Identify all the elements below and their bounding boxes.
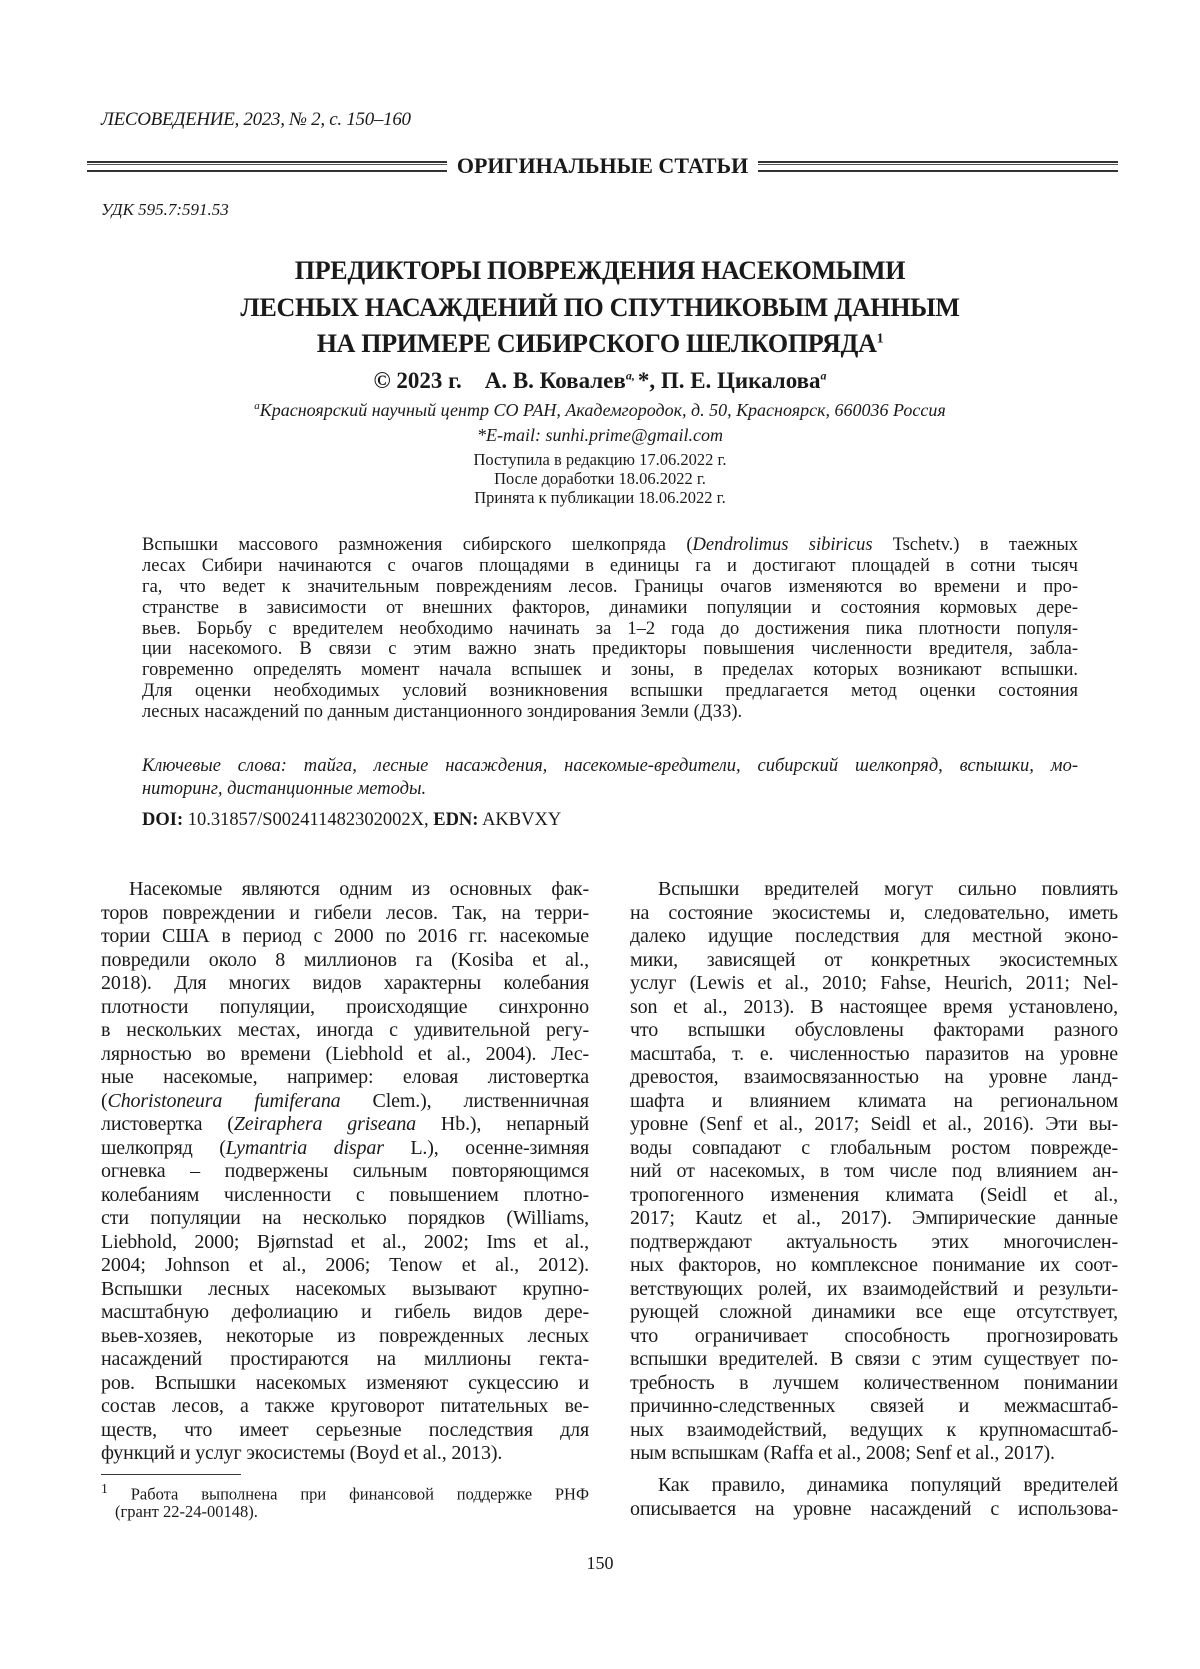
body-line: масштабную дефолиацию и гибель видов дере- bbox=[101, 1301, 589, 1325]
body-line: 2017; Kautz et al., 2017). Эмпирические данные bbox=[630, 1207, 1118, 1231]
footnote-mark: 1 bbox=[101, 1481, 108, 1496]
double-rule-right bbox=[758, 161, 1118, 172]
body-line: вьев-хозяев, некоторые из поврежденных лесных bbox=[101, 1325, 589, 1349]
body-line: ветствующих ролей, их взаимодействий и результи- bbox=[630, 1278, 1118, 1302]
journal-citation: ЛЕСОВЕДЕНИЕ, 2023, № 2, с. 150–160 bbox=[101, 108, 411, 132]
body-line: рующей сложной динамики все еще отсутствует, bbox=[630, 1301, 1118, 1325]
section-header bbox=[87, 150, 1118, 182]
body-line: ществ, что имеет серьезные последствия для bbox=[101, 1419, 589, 1443]
abstract-line: вьев. Борьбу с вредителем необходимо начинать за 1–2 года до достижения пика плотности популя- bbox=[142, 619, 1078, 640]
section-title: ОРИГИНАЛЬНЫЕ СТАТЬИ bbox=[457, 153, 748, 179]
footnote-line bbox=[101, 1477, 589, 1500]
keywords-line: ниторинг, дистанционные методы. bbox=[142, 778, 1078, 801]
species-name: Choristoneura fumiferana bbox=[108, 1090, 341, 1112]
body-right-column bbox=[630, 878, 1118, 1521]
body-line: на состояние экосистемы и, следовательно, иметь bbox=[630, 902, 1118, 926]
footnote-text: Работа выполнена при финансовой поддержке РНФ bbox=[131, 1485, 589, 1504]
text-segment: ( bbox=[101, 1090, 108, 1112]
abstract bbox=[142, 535, 1078, 723]
author-name: А. В. Ковалев bbox=[485, 368, 626, 393]
keywords-line: Ключевые слова: тайга, лесные насаждения, насекомые-вредители, сибирский шелкопряд, вспышки, мо- bbox=[142, 755, 1078, 778]
corresponding-mark: *, bbox=[638, 368, 655, 393]
article-dates bbox=[0, 450, 1200, 507]
footnote-rule bbox=[101, 1474, 241, 1475]
body-line: уровне (Senf et al., 2017; Seidl et al., 2016). Эти вы- bbox=[630, 1113, 1118, 1137]
species-name: Lymantria dispar bbox=[226, 1137, 384, 1159]
body-line: масштаба, т. е. численностью паразитов на уровне bbox=[630, 1043, 1118, 1067]
footnote-line: (грант 22-24-00148). bbox=[101, 1500, 589, 1523]
authors bbox=[0, 367, 1200, 395]
title-line: ПРЕДИКТОРЫ ПОВРЕЖДЕНИЯ НАСЕКОМЫМИ bbox=[0, 253, 1200, 290]
body-line: Насекомые являются одним из основных фак- bbox=[101, 878, 589, 902]
body-line: что вспышки обусловлены факторами разного bbox=[630, 1019, 1118, 1043]
body-line: ных факторов, но комплексное понимание их соот- bbox=[630, 1254, 1118, 1278]
double-rule-left bbox=[87, 161, 447, 172]
body-line: шафта и влиянием климата на региональном bbox=[630, 1090, 1118, 1114]
abstract-line: лесных насаждений по данным дистанционного зондирования Земли (ДЗЗ). bbox=[142, 702, 1078, 723]
body-line: плотности популяции, происходящие синхронно bbox=[101, 996, 589, 1020]
body-line bbox=[101, 1090, 589, 1114]
body-line: услуг (Lewis et al., 2010; Fahse, Heurich, 2011; Nel- bbox=[630, 972, 1118, 996]
text-segment: Tschetv.) в таежных bbox=[873, 535, 1078, 555]
body-line: ний от насекомых, в том числе под влиянием ан- bbox=[630, 1160, 1118, 1184]
body-line bbox=[101, 1113, 589, 1137]
affiliation-mark: a, bbox=[626, 368, 638, 382]
body-line: son et al., 2013). В настоящее время установлено, bbox=[630, 996, 1118, 1020]
text-segment: Clem.), лиственничная bbox=[341, 1090, 589, 1112]
author-email[interactable]: *E-mail: sunhi.prime@gmail.com bbox=[0, 424, 1200, 446]
abstract-line: лесах Сибири начинаются с очагов площадями в единицы га и достигают площадей в сотни тысяч bbox=[142, 556, 1078, 577]
abstract-line: говременно определять момент начала вспышек и зоны, в пределах которых возникают вспышки. bbox=[142, 660, 1078, 681]
text-segment: L.), осенне-зимняя bbox=[384, 1137, 589, 1159]
text-segment: листовертка ( bbox=[101, 1113, 234, 1135]
page-number: 150 bbox=[0, 1552, 1200, 1574]
body-line: ров. Вспышки насекомых изменяют сукцессию и bbox=[101, 1372, 589, 1396]
edn-value: AKBVXY bbox=[478, 810, 561, 830]
body-line: огневка – подвержены сильным повторяющимся bbox=[101, 1160, 589, 1184]
body-line bbox=[101, 1137, 589, 1161]
body-line: Вспышки лесных насекомых вызывают крупно- bbox=[101, 1278, 589, 1302]
footnote bbox=[101, 1477, 589, 1523]
body-line: торов повреждении и гибели лесов. Так, на терри- bbox=[101, 902, 589, 926]
species-name: Dendrolimus sibiricus bbox=[693, 535, 873, 555]
abstract-line: Для оценки необходимых условий возникновения вспышки предлагается метод оценки состояния bbox=[142, 681, 1078, 702]
body-line: состав лесов, а также круговорот питательных ве- bbox=[101, 1395, 589, 1419]
body-line: 2018). Для многих видов характерны колебания bbox=[101, 972, 589, 996]
body-line: Вспышки вредителей могут сильно повлиять bbox=[630, 878, 1118, 902]
body-line: воды совпадают с глобальным ростом поврежде- bbox=[630, 1137, 1118, 1161]
body-line: Как правило, динамика популяций вредителей bbox=[630, 1474, 1118, 1498]
journal-page bbox=[0, 0, 1200, 1669]
body-line: колебаниям численности с повышением плотно- bbox=[101, 1184, 589, 1208]
body-line: ным вспышкам (Raffa et al., 2008; Senf et al., 2017). bbox=[630, 1442, 1118, 1466]
body-line: сти популяции на несколько порядков (Williams, bbox=[101, 1207, 589, 1231]
body-line: описывается на уровне насаждений с использова- bbox=[630, 1498, 1118, 1522]
paragraph-gap bbox=[630, 1466, 1118, 1475]
keywords bbox=[142, 755, 1078, 801]
abstract-line bbox=[142, 535, 1078, 556]
affiliation-mark: a bbox=[821, 368, 827, 382]
body-line: Liebhold, 2000; Bjørnstad et al., 2002; Ims et al., bbox=[101, 1231, 589, 1255]
affiliation bbox=[0, 399, 1200, 421]
body-line: что ограничивает способность прогнозировать bbox=[630, 1325, 1118, 1349]
abstract-line: ции насекомого. В связи с этим важно знать предикторы повышения численности вредителя, забла- bbox=[142, 639, 1078, 660]
doi-line bbox=[142, 809, 561, 831]
title-line: ЛЕСНЫХ НАСАЖДЕНИЙ ПО СПУТНИКОВЫМ ДАННЫМ bbox=[0, 290, 1200, 327]
doi-value[interactable]: 10.31857/S002411482302002X, bbox=[183, 810, 433, 830]
received-date: Поступила в редакцию 17.06.2022 г. bbox=[0, 450, 1200, 469]
species-name: Zeiraphera griseana bbox=[234, 1113, 416, 1135]
body-line: насаждений простираются на миллионы гекта- bbox=[101, 1348, 589, 1372]
title-line-text: НА ПРИМЕРЕ СИБИРСКОГО ШЕЛКОПРЯДА bbox=[317, 329, 877, 358]
body-line: лярностью во времени (Liebhold et al., 2004). Лес- bbox=[101, 1043, 589, 1067]
affiliation-mark: a bbox=[254, 400, 260, 412]
accepted-date: Принята к публикации 18.06.2022 г. bbox=[0, 488, 1200, 507]
udk-code: УДК 595.7:591.53 bbox=[101, 199, 229, 221]
affiliation-text: Красноярский научный центр СО РАН, Академгородок, д. 50, Красноярск, 660036 Россия bbox=[260, 400, 946, 420]
text-segment: Hb.), непарный bbox=[416, 1113, 589, 1135]
author-name: П. Е. Цикалова bbox=[661, 368, 821, 393]
revised-date: После доработки 18.06.2022 г. bbox=[0, 469, 1200, 488]
body-line: в нескольких местах, иногда с удивительной регу- bbox=[101, 1019, 589, 1043]
body-line: требность в лучшем количественном понимании bbox=[630, 1372, 1118, 1396]
body-left-column bbox=[101, 878, 589, 1466]
paragraph bbox=[630, 878, 1118, 1466]
doi-label: DOI: bbox=[142, 810, 183, 830]
abstract-line: га, что ведет к значительным повреждениям лесов. Границы очагов изменяются во времени и про- bbox=[142, 577, 1078, 598]
title-line bbox=[0, 326, 1200, 363]
body-line: причинно-следственных связей и межмасштаб- bbox=[630, 1395, 1118, 1419]
text-segment: Вспышки массового размножения сибирского шелкопряда ( bbox=[142, 535, 693, 555]
body-line: мики, зависящей от конкретных экосистемных bbox=[630, 949, 1118, 973]
abstract-line: странстве в зависимости от внешних факторов, динамики популяции и состояния кормовых дере- bbox=[142, 598, 1078, 619]
edn-label: EDN: bbox=[433, 810, 478, 830]
copyright: © 2023 г. bbox=[373, 368, 461, 393]
body-line: подтверждают актуальность этих многочислен- bbox=[630, 1231, 1118, 1255]
body-line: 2004; Johnson et al., 2006; Tenow et al., 2012). bbox=[101, 1254, 589, 1278]
body-line: ных взаимодействий, ведущих к крупномасштаб- bbox=[630, 1419, 1118, 1443]
body-line: ные насекомые, например: еловая листовертка bbox=[101, 1066, 589, 1090]
paragraph bbox=[630, 1474, 1118, 1521]
body-line: древостоя, взаимосвязанностью на уровне ланд- bbox=[630, 1066, 1118, 1090]
title-footnote-mark: 1 bbox=[877, 331, 884, 346]
body-line: далеко идущие последствия для местной эконо- bbox=[630, 925, 1118, 949]
body-line: тории США в период с 2000 по 2016 гг. насекомые bbox=[101, 925, 589, 949]
article-title bbox=[0, 253, 1200, 363]
body-line: повредили около 8 миллионов га (Kosiba et al., bbox=[101, 949, 589, 973]
text-segment: шелкопряд ( bbox=[101, 1137, 226, 1159]
body-line: вспышки вредителей. В связи с этим существует по- bbox=[630, 1348, 1118, 1372]
body-line: тропогенного изменения климата (Seidl et al., bbox=[630, 1184, 1118, 1208]
body-line: функций и услуг экосистемы (Boyd et al., 2013). bbox=[101, 1442, 589, 1466]
